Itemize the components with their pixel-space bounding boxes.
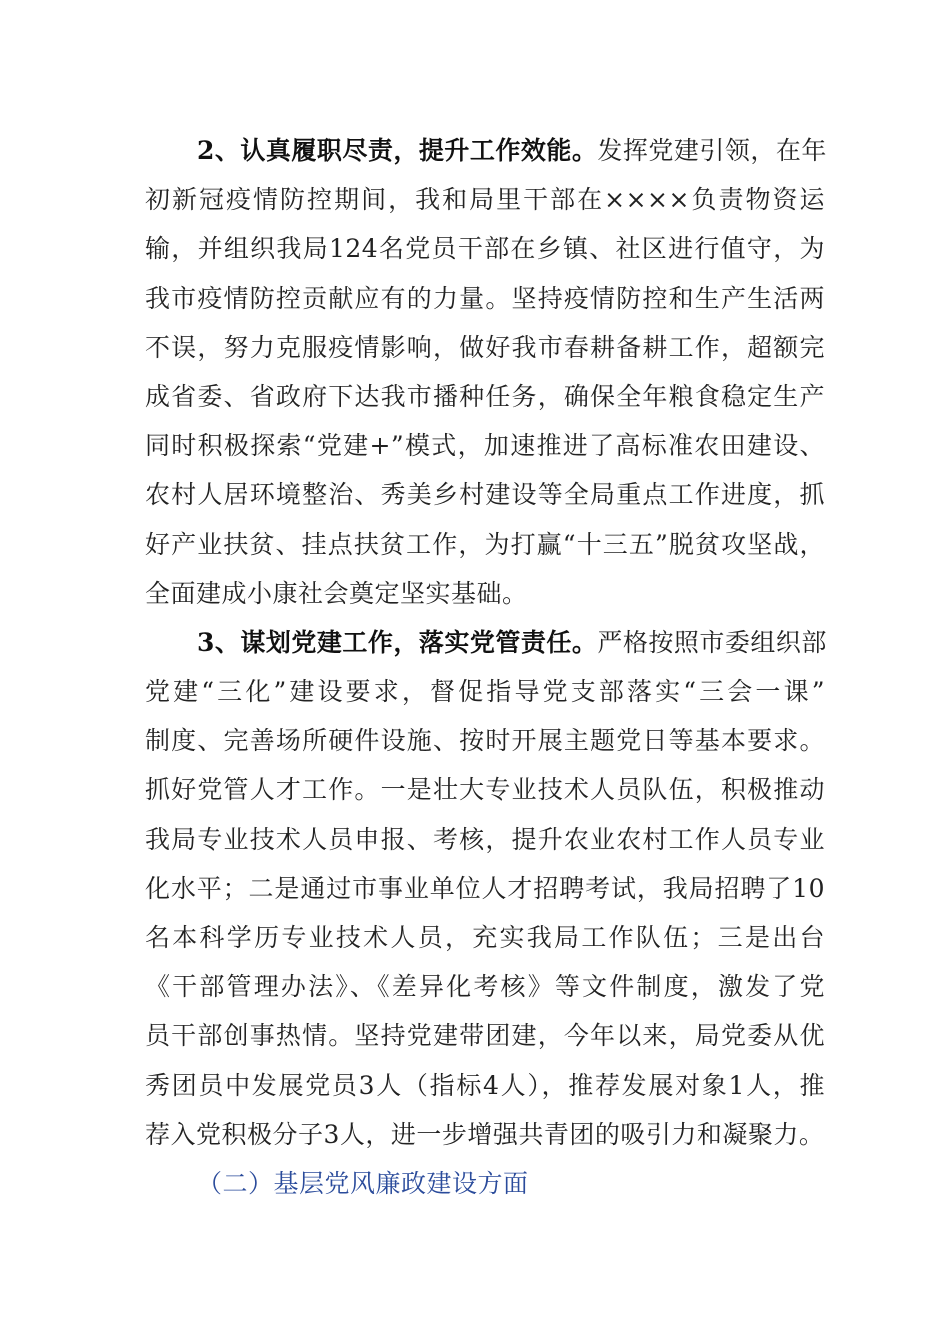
paragraph-line: 输，并组织我局124名党员干部在乡镇、社区进行值守，为 xyxy=(145,234,825,264)
paragraph-line: 《干部管理办法》、《差异化考核》等文件制度，激发了党 xyxy=(145,972,825,1002)
paragraph-line: 3、谋划党建工作，落实党管责任。严格按照市委组织部 xyxy=(197,627,827,657)
paragraph-line: 初新冠疫情防控期间，我和局里干部在××××负责物资运 xyxy=(145,185,825,215)
paragraph-line: 我市疫情防控贡献应有的力量。坚持疫情防控和生产生活两 xyxy=(145,283,825,313)
paragraph-line: 秀团员中发展党员3人（指标4人），推荐发展对象1人，推 xyxy=(145,1070,825,1100)
paragraph-line: 2、认真履职尽责，提升工作效能。发挥党建引领，在年 xyxy=(197,136,827,165)
paragraph-line: 农村人居环境整治、秀美乡村建设等全局重点工作进度，抓 xyxy=(145,480,825,510)
paragraph-line: 成省委、省政府下达我市播种任务，确保全年粮食稳定生产 xyxy=(145,381,825,411)
paragraph-line: 名本科学历专业技术人员，充实我局工作队伍；三是出台 xyxy=(145,923,825,952)
paragraph-title: 2、认真履职尽责，提升工作效能。 xyxy=(197,136,598,165)
paragraph-line: 全面建成小康社会奠定坚实基础。 xyxy=(145,578,528,608)
paragraph-line: 荐入党积极分子3人，进一步增强共青团的吸引力和凝聚力。 xyxy=(145,1119,825,1149)
paragraph-line: 员干部创事热情。坚持党建带团建，今年以来，局党委从优 xyxy=(145,1021,825,1051)
paragraph-line: 不误，努力克服疫情影响，做好我市春耕备耕工作，超额完 xyxy=(145,332,825,362)
document-body xyxy=(145,126,825,1208)
paragraph-line: 好产业扶贫、挂点扶贫工作，为打赢“十三五”脱贫攻坚战， xyxy=(145,529,825,559)
paragraph-2 xyxy=(145,126,825,618)
paragraph-line: 制度、完善场所硬件设施、按时开展主题党日等基本要求。 xyxy=(145,726,825,756)
paragraph-line: 化水平；二是通过市事业单位人才招聘考试，我局招聘了10 xyxy=(145,873,825,903)
paragraph-line: 同时积极探索“党建+”模式，加速推进了高标准农田建设、 xyxy=(145,431,825,461)
paragraph-line: 抓好党管人才工作。一是壮大专业技术人员队伍，积极推动 xyxy=(145,775,825,805)
paragraph-title: 3、谋划党建工作，落实党管责任。 xyxy=(197,627,598,657)
paragraph-line: 我局专业技术人员申报、考核，提升农业农村工作人员专业 xyxy=(145,824,825,854)
paragraph-3 xyxy=(145,618,825,1159)
section-heading: （二）基层党风廉政建设方面 xyxy=(197,1168,529,1198)
paragraph-line: 党建“三化”建设要求，督促指导党支部落实“三会一课” xyxy=(145,677,825,707)
